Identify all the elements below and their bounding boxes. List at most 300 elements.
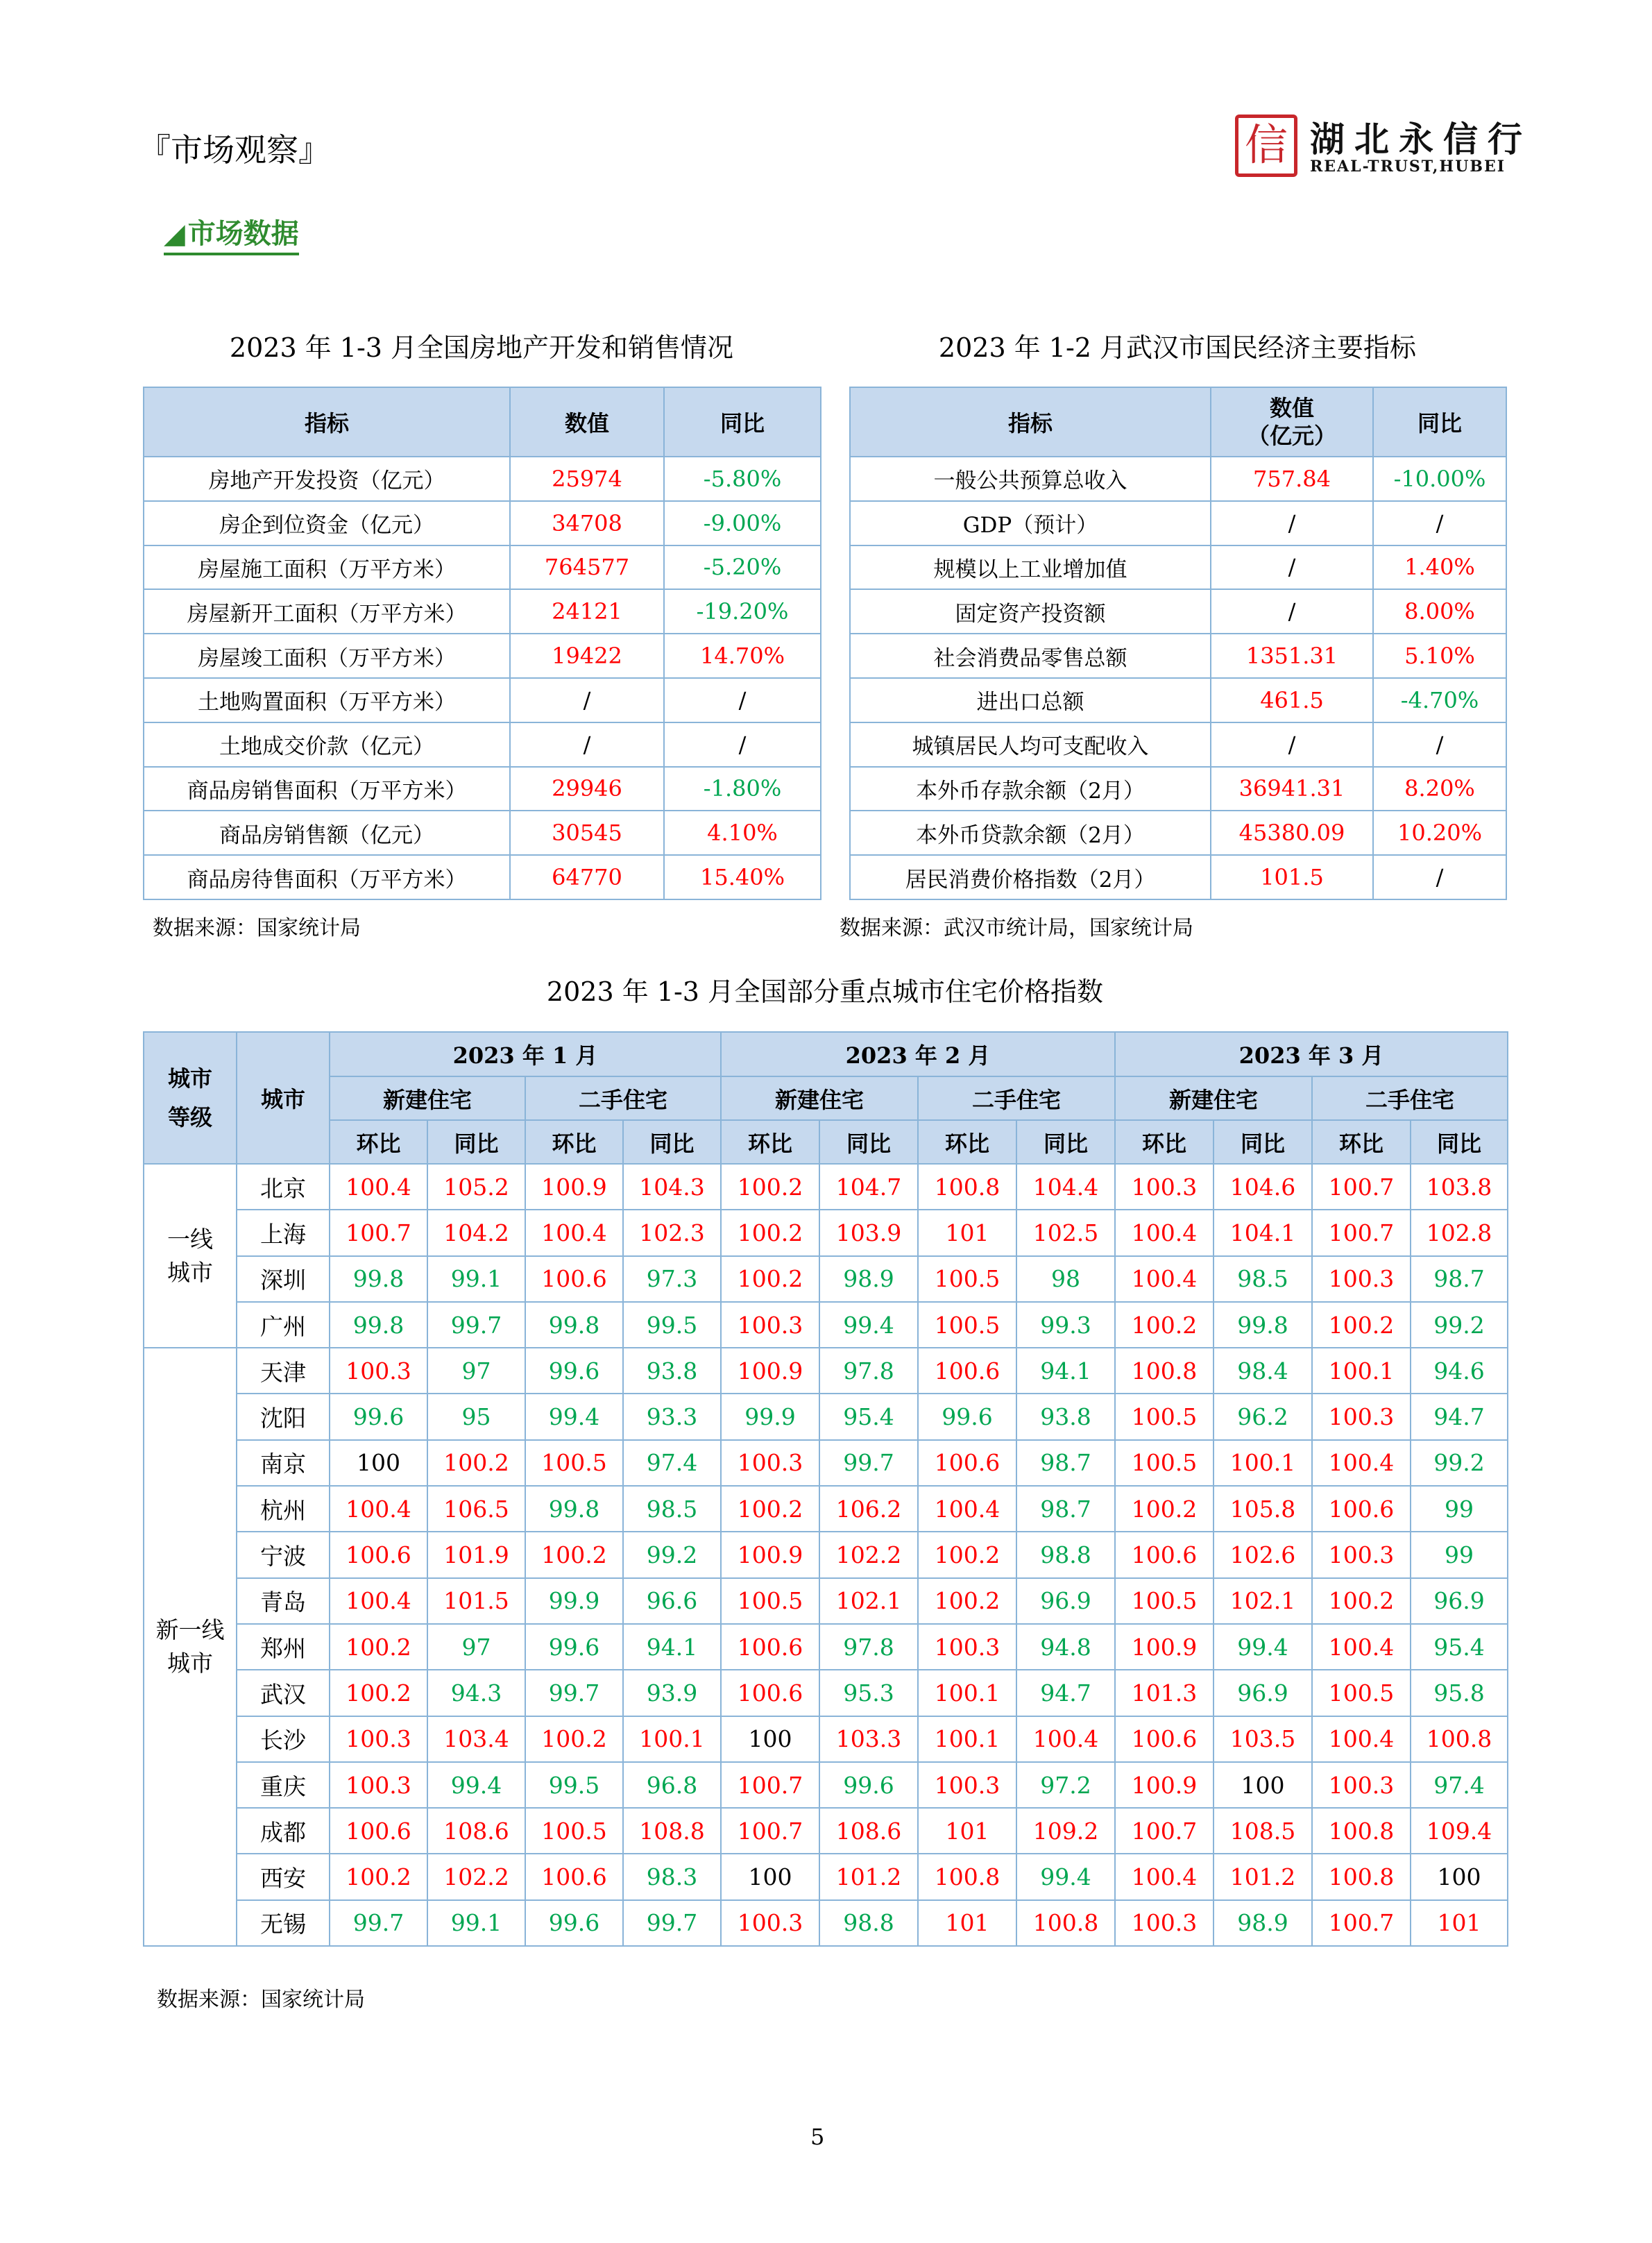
table-row [144,501,821,545]
index-cell: 99.6 [525,1900,623,1946]
index-cell: 99.8 [525,1486,623,1532]
table-row [850,589,1506,634]
table-row [144,1670,1508,1716]
index-cell: 97.4 [623,1440,721,1486]
index-cell: 100.1 [918,1716,1016,1762]
index-cell: 103.8 [1411,1164,1508,1210]
index-cell: 99.4 [819,1302,918,1348]
company-logo [1235,115,1540,184]
index-cell: 100.6 [330,1808,427,1854]
header-metric: 环比 [330,1120,427,1164]
index-cell: 100.6 [330,1532,427,1577]
header-value-unit: （亿元） [1247,423,1336,449]
index-cell: 100.3 [721,1440,819,1486]
index-cell: 100.7 [1312,1210,1411,1255]
index-cell: 100.4 [1115,1210,1214,1255]
index-cell: 100.2 [721,1164,819,1210]
value-cell: 29946 [510,767,664,811]
table-row [144,722,821,767]
index-cell: 98.4 [1214,1348,1312,1394]
value-cell: / [1211,722,1373,767]
yoy-cell: -5.80% [664,457,821,501]
index-cell: 100.3 [1312,1532,1411,1577]
index-cell: 99.6 [525,1624,623,1670]
yoy-cell: -10.00% [1373,457,1506,501]
index-cell: 100.4 [1312,1624,1411,1670]
index-cell: 102.8 [1411,1210,1508,1255]
header-metric: 环比 [1115,1120,1214,1164]
value-cell: / [510,722,664,767]
index-cell: 95.8 [1411,1670,1508,1716]
index-cell: 100.7 [1115,1808,1214,1854]
yoy-cell: 15.40% [664,855,821,899]
table-row [144,1624,1508,1670]
table-row [144,811,821,855]
indicator-cell: 城镇居民人均可支配收入 [850,722,1211,767]
index-cell: 104.4 [1016,1164,1115,1210]
yoy-cell: 14.70% [664,634,821,678]
header-value-label: 数值 [1269,395,1314,421]
indicator-cell: 社会消费品零售总额 [850,634,1211,678]
index-cell: 100.6 [918,1440,1016,1486]
subsection-title-text: 市场数据 [187,218,299,250]
index-cell: 98.8 [1016,1532,1115,1577]
yoy-cell: -5.20% [664,545,821,590]
index-cell: 97 [427,1348,525,1394]
yoy-cell: 5.10% [1373,634,1506,678]
index-cell: 99.8 [525,1302,623,1348]
index-cell: 97.3 [623,1256,721,1302]
index-cell: 99.9 [721,1394,819,1439]
value-cell: 101.5 [1211,855,1373,899]
value-cell: 757.84 [1211,457,1373,501]
index-cell: 100.9 [525,1164,623,1210]
index-cell: 100.4 [1312,1716,1411,1762]
table-row [144,1394,1508,1439]
table-row [850,811,1506,855]
table-row [850,722,1506,767]
index-cell: 98.9 [1214,1900,1312,1946]
city-cell: 沈阳 [237,1394,330,1439]
yoy-cell: / [664,722,821,767]
yoy-cell: 4.10% [664,811,821,855]
table-row [144,1486,1508,1532]
index-cell: 99.2 [623,1532,721,1577]
header-metric: 环比 [918,1120,1016,1164]
index-cell: 102.6 [1214,1532,1312,1577]
index-cell: 100.6 [721,1670,819,1716]
index-cell: 101.2 [1214,1854,1312,1899]
yoy-cell: -9.00% [664,501,821,545]
index-cell: 101.3 [1115,1670,1214,1716]
index-cell: 100.1 [1312,1348,1411,1394]
index-cell: 100.5 [721,1578,819,1624]
header-metric: 同比 [1214,1120,1312,1164]
index-cell: 99.6 [819,1762,918,1808]
table-row [144,457,821,501]
index-cell: 100.2 [330,1854,427,1899]
table-row [144,678,821,722]
yoy-cell: -19.20% [664,589,821,634]
index-cell: 95.3 [819,1670,918,1716]
index-cell: 100.5 [1312,1670,1411,1716]
index-cell: 100.1 [1214,1440,1312,1486]
header-value [1211,387,1373,457]
table-row [144,1256,1508,1302]
index-cell: 99.4 [1016,1854,1115,1899]
logo-chinese-name: 湖北永信行 [1310,119,1532,160]
index-cell: 100.3 [330,1762,427,1808]
value-cell: 1351.31 [1211,634,1373,678]
index-cell: 99.7 [819,1440,918,1486]
index-cell: 100.7 [1312,1164,1411,1210]
index-cell: 100.2 [1115,1486,1214,1532]
index-cell: 105.2 [427,1164,525,1210]
table-row [144,1302,1508,1348]
index-cell: 100.3 [721,1302,819,1348]
index-cell: 96.9 [1016,1578,1115,1624]
table-row [144,1210,1508,1255]
index-cell: 100.2 [330,1670,427,1716]
table-row [144,545,821,590]
index-cell: 100.1 [623,1716,721,1762]
index-cell: 100.8 [1312,1808,1411,1854]
index-cell: 97.8 [819,1624,918,1670]
table2-source: 数据来源：武汉市统计局，国家统计局 [840,916,1193,940]
index-cell: 99.5 [623,1302,721,1348]
value-cell: / [510,678,664,722]
indicator-cell: 一般公共预算总收入 [850,457,1211,501]
index-cell: 101.2 [819,1854,918,1899]
index-cell: 100.2 [721,1486,819,1532]
header-metric: 同比 [1016,1120,1115,1164]
city-cell: 上海 [237,1210,330,1255]
value-cell: 25974 [510,457,664,501]
index-cell: 102.2 [427,1854,525,1899]
city-cell: 杭州 [237,1486,330,1532]
header-housing-type: 新建住宅 [1115,1076,1312,1120]
index-cell: 94.6 [1411,1348,1508,1394]
table3-source: 数据来源：国家统计局 [157,1988,365,2012]
index-cell: 105.8 [1214,1486,1312,1532]
index-cell: 100 [721,1854,819,1899]
table-row [850,457,1506,501]
index-cell: 100.6 [721,1624,819,1670]
index-cell: 100.2 [918,1532,1016,1577]
index-cell: 100.4 [330,1578,427,1624]
index-cell: 97.2 [1016,1762,1115,1808]
indicator-cell: 本外币存款余额（2月） [850,767,1211,811]
index-cell: 104.6 [1214,1164,1312,1210]
city-cell: 郑州 [237,1624,330,1670]
city-cell: 深圳 [237,1256,330,1302]
index-cell: 100.8 [1312,1854,1411,1899]
yoy-cell: / [1373,722,1506,767]
index-cell: 108.6 [819,1808,918,1854]
table1-source: 数据来源：国家统计局 [153,916,361,940]
index-cell: 96.2 [1214,1394,1312,1439]
index-cell: 100.6 [1312,1486,1411,1532]
header-housing-type: 二手住宅 [918,1076,1115,1120]
table-row [144,1900,1508,1946]
index-cell: 100.3 [1115,1900,1214,1946]
table-row [144,1164,1508,1210]
index-cell: 103.3 [819,1716,918,1762]
index-cell: 99.7 [330,1900,427,1946]
index-cell: 100.3 [330,1716,427,1762]
index-cell: 100.4 [1115,1854,1214,1899]
header-metric: 环比 [1312,1120,1411,1164]
index-cell: 100.2 [427,1440,525,1486]
value-cell: / [1211,589,1373,634]
index-cell: 100.3 [1312,1394,1411,1439]
tier-cell: 新一线 城市 [144,1348,237,1946]
index-cell: 100.3 [330,1348,427,1394]
index-cell: 97.4 [1411,1762,1508,1808]
header-metric: 同比 [1411,1120,1508,1164]
index-cell: 99 [1411,1532,1508,1577]
value-cell: 64770 [510,855,664,899]
city-cell: 天津 [237,1348,330,1394]
table-row [144,1348,1508,1394]
header-metric: 同比 [819,1120,918,1164]
index-cell: 104.3 [623,1164,721,1210]
index-cell: 100.5 [918,1302,1016,1348]
index-cell: 100.3 [918,1624,1016,1670]
index-cell: 94.8 [1016,1624,1115,1670]
index-cell: 98.7 [1016,1440,1115,1486]
indicator-cell: 本外币贷款余额（2月） [850,811,1211,855]
index-cell: 100.7 [330,1210,427,1255]
value-cell: 30545 [510,811,664,855]
index-cell: 93.8 [1016,1394,1115,1439]
index-cell: 108.8 [623,1808,721,1854]
index-cell: 103.9 [819,1210,918,1255]
header-tier: 城市 等级 [144,1032,237,1164]
index-cell: 99.1 [427,1900,525,1946]
index-cell: 99.4 [525,1394,623,1439]
city-cell: 西安 [237,1854,330,1899]
index-cell: 100.2 [330,1624,427,1670]
index-cell: 100.7 [1312,1900,1411,1946]
header-yoy: 同比 [1373,387,1506,457]
indicator-cell: 房地产开发投资（亿元） [144,457,510,501]
index-cell: 99.8 [330,1256,427,1302]
indicator-cell: 房企到位资金（亿元） [144,501,510,545]
index-cell: 101 [918,1808,1016,1854]
index-cell: 99.7 [427,1302,525,1348]
index-cell: 99 [1411,1486,1508,1532]
index-cell: 100.2 [525,1532,623,1577]
index-cell: 100 [1411,1854,1508,1899]
index-cell: 100.3 [721,1900,819,1946]
index-cell: 102.1 [819,1578,918,1624]
header-month: 2023 年 3 月 [1115,1032,1508,1076]
logo-english-name: REAL-TRUST,HUBEI [1310,158,1506,176]
index-cell: 99.6 [330,1394,427,1439]
index-cell: 102.1 [1214,1578,1312,1624]
index-cell: 99.8 [330,1302,427,1348]
yoy-cell: -4.70% [1373,678,1506,722]
index-cell: 100.5 [525,1440,623,1486]
index-cell: 100.8 [1115,1348,1214,1394]
header-housing-type: 新建住宅 [330,1076,525,1120]
index-cell: 103.5 [1214,1716,1312,1762]
index-cell: 93.8 [623,1348,721,1394]
index-cell: 99.7 [623,1900,721,1946]
indicator-cell: 房屋施工面积（万平方米） [144,545,510,590]
yoy-cell: / [1373,855,1506,899]
index-cell: 94.7 [1411,1394,1508,1439]
index-cell: 99.5 [525,1762,623,1808]
city-cell: 成都 [237,1808,330,1854]
wuhan-economy-table [849,387,1507,900]
index-cell: 102.3 [623,1210,721,1255]
index-cell: 100.4 [1312,1440,1411,1486]
value-cell: / [1211,501,1373,545]
index-cell: 94.3 [427,1670,525,1716]
subsection-title [164,212,299,255]
yoy-cell: -1.80% [664,767,821,811]
index-cell: 100.2 [721,1210,819,1255]
table-row [144,1578,1508,1624]
index-cell: 100.9 [721,1532,819,1577]
index-cell: 100.9 [1115,1624,1214,1670]
table-row [850,767,1506,811]
index-cell: 100.6 [1115,1716,1214,1762]
value-cell: 764577 [510,545,664,590]
index-cell: 95.4 [819,1394,918,1439]
city-cell: 重庆 [237,1762,330,1808]
table-row [144,1440,1508,1486]
index-cell: 100.1 [918,1670,1016,1716]
index-cell: 98.3 [623,1854,721,1899]
index-cell: 93.9 [623,1670,721,1716]
index-cell: 100 [1214,1762,1312,1808]
index-cell: 100.5 [1115,1578,1214,1624]
yoy-cell: 10.20% [1373,811,1506,855]
index-cell: 96.8 [623,1762,721,1808]
header-metric: 环比 [525,1120,623,1164]
yoy-cell: 8.00% [1373,589,1506,634]
city-cell: 宁波 [237,1532,330,1577]
index-cell: 99.4 [1214,1624,1312,1670]
yoy-cell: 8.20% [1373,767,1506,811]
indicator-cell: 土地成交价款（亿元） [144,722,510,767]
index-cell: 100.5 [1115,1394,1214,1439]
value-cell: 45380.09 [1211,811,1373,855]
index-cell: 100.5 [918,1256,1016,1302]
index-cell: 109.2 [1016,1808,1115,1854]
index-cell: 100.6 [918,1348,1016,1394]
index-cell: 100.8 [918,1854,1016,1899]
seal-icon: 信 [1235,115,1297,177]
index-cell: 98.7 [1016,1486,1115,1532]
index-cell: 100.4 [330,1164,427,1210]
index-cell: 99.1 [427,1256,525,1302]
index-cell: 100 [330,1440,427,1486]
index-cell: 94.1 [1016,1348,1115,1394]
index-cell: 100.7 [721,1762,819,1808]
table-row [144,1532,1508,1577]
header-housing-type: 新建住宅 [721,1076,918,1120]
index-cell: 96.9 [1214,1670,1312,1716]
index-cell: 101 [918,1210,1016,1255]
index-cell: 99.3 [1016,1302,1115,1348]
header-metric: 同比 [427,1120,525,1164]
index-cell: 100.8 [1016,1900,1115,1946]
index-cell: 99.9 [525,1578,623,1624]
index-cell: 95.4 [1411,1624,1508,1670]
table-row [850,634,1506,678]
yoy-cell: / [1373,501,1506,545]
index-cell: 108.5 [1214,1808,1312,1854]
header-month: 2023 年 2 月 [721,1032,1115,1076]
national-real-estate-table [143,387,821,900]
index-cell: 96.6 [623,1578,721,1624]
table-row [144,1716,1508,1762]
city-cell: 无锡 [237,1900,330,1946]
index-cell: 99.2 [1411,1440,1508,1486]
index-cell: 98.5 [1214,1256,1312,1302]
index-cell: 97 [427,1624,525,1670]
header-housing-type: 二手住宅 [525,1076,721,1120]
index-cell: 100.2 [918,1578,1016,1624]
index-cell: 100.2 [1115,1302,1214,1348]
index-cell: 93.3 [623,1394,721,1439]
index-cell: 100.4 [918,1486,1016,1532]
index-cell: 101.5 [427,1578,525,1624]
value-cell: 34708 [510,501,664,545]
index-cell: 99.8 [1214,1302,1312,1348]
table-row [850,501,1506,545]
index-cell: 100.4 [330,1486,427,1532]
triangle-icon: ◢ [164,218,185,250]
index-cell: 101 [918,1900,1016,1946]
indicator-cell: 房屋新开工面积（万平方米） [144,589,510,634]
index-cell: 100.5 [525,1808,623,1854]
index-cell: 100.2 [721,1256,819,1302]
index-cell: 94.1 [623,1624,721,1670]
indicator-cell: 规模以上工业增加值 [850,545,1211,590]
indicator-cell: 房屋竣工面积（万平方米） [144,634,510,678]
section-label: 『市场观察』 [139,131,330,169]
index-cell: 98.9 [819,1256,918,1302]
table-row [850,855,1506,899]
index-cell: 99.6 [918,1394,1016,1439]
table3-title: 2023 年 1-3 月全国部分重点城市住宅价格指数 [546,976,1104,1007]
header-city: 城市 [237,1032,330,1164]
table2-title: 2023 年 1-2 月武汉市国民经济主要指标 [938,332,1417,363]
header-yoy: 同比 [664,387,821,457]
table-row [850,678,1506,722]
indicator-cell: 进出口总额 [850,678,1211,722]
index-cell: 106.5 [427,1486,525,1532]
index-cell: 109.4 [1411,1808,1508,1854]
index-cell: 100.4 [1115,1256,1214,1302]
index-cell: 100.9 [1115,1762,1214,1808]
index-cell: 102.2 [819,1532,918,1577]
index-cell: 100.5 [1115,1440,1214,1486]
tier-cell: 一线 城市 [144,1164,237,1348]
index-cell: 100.3 [1312,1256,1411,1302]
index-cell: 99.2 [1411,1302,1508,1348]
index-cell: 100.3 [1115,1164,1214,1210]
value-cell: 36941.31 [1211,767,1373,811]
index-cell: 98.8 [819,1900,918,1946]
index-cell: 103.4 [427,1716,525,1762]
header-indicator: 指标 [144,387,510,457]
